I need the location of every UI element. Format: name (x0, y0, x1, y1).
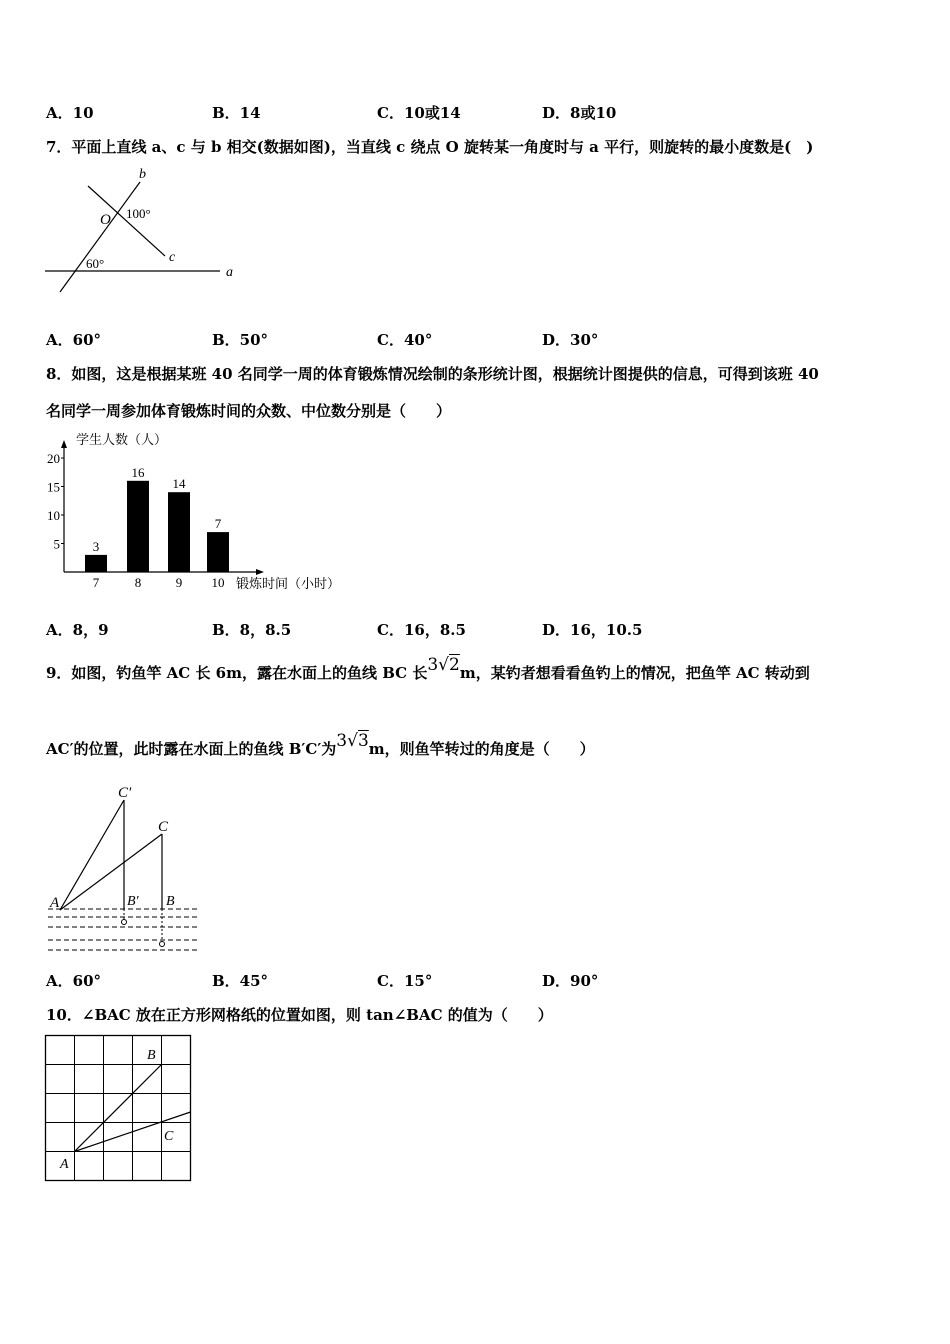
q8-stem-line2: 名同学一周参加体育锻炼时间的众数、中位数分别是（ ） (46, 402, 452, 420)
q9-bc-length: 3√2 (427, 655, 460, 675)
q8-bar-chart (40, 428, 370, 598)
q8-option-b: B．8，8.5 (212, 621, 292, 639)
q7-option-d: D．30° (542, 331, 599, 349)
chart-bar-value-label: 7 (214, 516, 222, 532)
q9-stem-line2 (46, 731, 595, 759)
q9-option-a: A．60° (46, 972, 102, 990)
q7-label-c: c (169, 250, 176, 265)
q9-label-b: B (166, 894, 175, 909)
q9-label-c1: C′ (118, 785, 132, 801)
q9-rod-ac (60, 834, 162, 910)
q9-line1-pre: 9．如图，钓鱼竿 AC 长 6m，露在水面上的鱼线 BC 长 (46, 664, 428, 682)
q8-option-d: D．16，10.5 (542, 621, 643, 639)
q7-option-c: C．40° (377, 331, 433, 349)
q7-label-o: O (100, 212, 111, 228)
chart-y-tick-label: 5 (53, 536, 60, 552)
q7-option-b: B．50° (212, 331, 269, 349)
chart-bar (127, 481, 149, 572)
q8-stem-line1: 8．如图，这是根据某班 40 名同学一周的体育锻炼情况绘制的条形统计图，根据统计图提供的信息，可得到该班 40 (46, 365, 819, 383)
chart-x-tick-label: 7 (92, 575, 100, 590)
q6-option-d: D．8或10 (542, 104, 617, 122)
q9-option-b: B．45° (212, 972, 269, 990)
q7-line-b (60, 182, 140, 292)
chart-bar (85, 555, 107, 572)
q9-line2-pre: AC′的位置，此时露在水面上的鱼线 B′C′为 (46, 740, 337, 758)
q7-angle-60: 60° (86, 256, 105, 271)
q9-label-a: A (50, 895, 60, 911)
chart-x-label: 锻炼时间（小时） (236, 577, 341, 592)
chart-x-tick-label: 8 (134, 575, 142, 590)
q7-label-b: b (139, 167, 146, 182)
q10-label-c: C (164, 1129, 174, 1144)
chart-x-tick-label: 9 (175, 575, 183, 590)
q10-grid-figure (44, 1034, 194, 1184)
q9-line1-post: m，某钓者想看看鱼钓上的情况，把鱼竿 AC 转动到 (459, 664, 810, 682)
q8-option-a: A．8，9 (46, 621, 109, 639)
q7-label-a: a (226, 265, 233, 280)
chart-bar (207, 532, 229, 572)
chart-x-tick-label: 10 (211, 575, 225, 590)
q9-option-c: C．15° (377, 972, 433, 990)
q10-ray-ab (75, 1065, 162, 1152)
chart-y-label: 学生人数（人） (76, 433, 168, 448)
q9-label-b1: B′ (127, 894, 139, 909)
q8-option-c: C．16，8.5 (377, 621, 466, 639)
q9-figure (40, 780, 215, 960)
q7-angle-100: 100° (126, 206, 151, 221)
q10-stem: 10．∠BAC 放在正方形网格纸的位置如图，则 tan∠BAC 的值为（ ） (46, 1006, 553, 1024)
chart-bar-value-label: 16 (131, 464, 145, 480)
q6-option-b: B．14 (212, 104, 261, 122)
chart-bar-value-label: 3 (92, 538, 100, 554)
q6-option-c: C．10或14 (377, 104, 461, 122)
chart-y-tick-label: 10 (47, 508, 60, 523)
chart-y-tick-label: 20 (47, 451, 60, 466)
q9-line2-post: m，则鱼竿转过的角度是（ ） (368, 740, 595, 758)
q10-label-b: B (147, 1048, 156, 1063)
chart-bar-value-label: 14 (172, 476, 186, 492)
chart-y-tick-label: 15 (47, 479, 60, 495)
chart-y-arrow (61, 440, 67, 448)
q7-option-a: A．60° (46, 331, 102, 349)
q9-rod-ac1 (60, 800, 124, 910)
q6-option-a: A．10 (46, 104, 94, 122)
chart-bar (168, 492, 190, 572)
q7-figure (40, 160, 250, 300)
chart-x-arrow (256, 569, 264, 575)
q9-label-c: C (158, 819, 169, 835)
q9-stem-line1 (46, 655, 810, 683)
q7-stem: 7．平面上直线 a、c 与 b 相交(数据如图)，当直线 c 绕点 O 旋转某一角度时与 a 平行，则旋转的最小度数是( ) (46, 138, 814, 156)
q9-option-d: D．90° (542, 972, 599, 990)
q10-label-a: A (60, 1157, 69, 1172)
q9-bc2-length: 3√3 (336, 731, 369, 751)
